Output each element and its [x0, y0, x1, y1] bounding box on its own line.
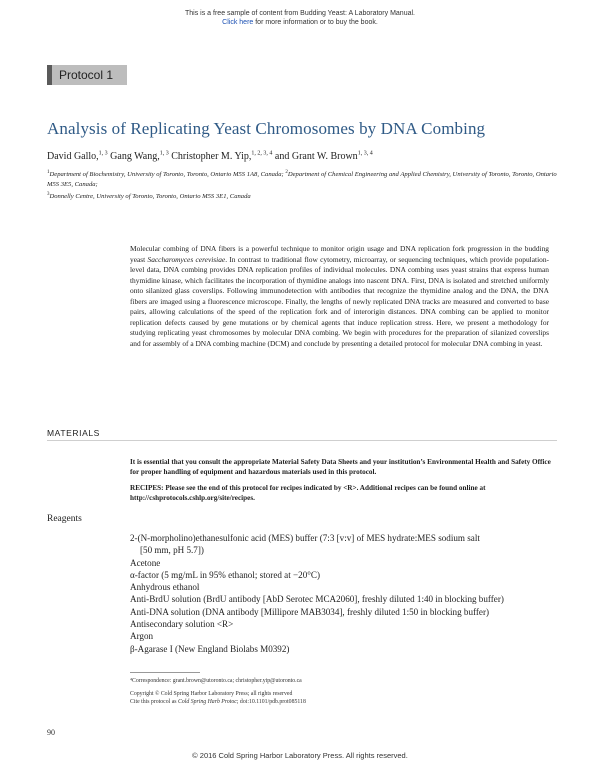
- recipes-notice: RECIPES: Please see the end of this protocol for recipes indicated by <R>. Additional recipes can be found online at http://cshprotocols.cshlp.org/site/recipes.: [130, 484, 486, 503]
- protocol-label-stripe: [47, 65, 52, 85]
- article-title: Analysis of Replicating Yeast Chromosomes by DNA Combing: [47, 119, 486, 138]
- reagent-item: Acetone: [130, 557, 161, 568]
- banner-line-2-rest: for more information or to buy the book.: [253, 19, 378, 26]
- protocol-label: Protocol 1: [59, 68, 114, 82]
- click-here-link[interactable]: Click here: [222, 19, 254, 26]
- reagent-item: α-factor (5 mg/mL in 95% ethanol; stored at −20°C): [130, 569, 320, 580]
- footnote-divider: [130, 672, 200, 673]
- abstract: Molecular combing of DNA fibers is a powerful technique to monitor origin usage and DNA replication fork progression in the budding yeast Saccharomyces cerevisiae. In contrast to traditional flow cytometry, microarray, or sequencing techniques, which provide population-level data, DNA combing provides DNA replication profiles of individual molecules. DNA combing uses yeast strains that express human thymidine kinase, which facilitates the incorporation of thymidine analogs into nascent DNA. First, DNA is isolated and stretched uniformly onto silanized glass coverslips. Following immunodetection with antibodies that recognize the thymidine analog and the DNA, the DNA fibers are imaged using a fluorescence microscope. Finally, the lengths of newly replicated DNA tracks are measured and converted to base pairs, allowing calculations of the speed of the replication fork and of interorigin distances. DNA combing can be applied to monitor replication defects caused by gene mutations or by chemical agents that induce replication stress. Here, we present a methodology for studying replicating yeast chromosomes by molecular DNA combing. We begin with procedures for the preparation of silanized coverslips and for assembly of a DNA combing machine (DCM) and conclude by presenting a detailed protocol for molecular DNA combing in yeast.: [130, 244, 549, 348]
- reagent-item: Anhydrous ethanol: [130, 582, 200, 593]
- footnotes: [130, 677, 550, 707]
- author-1: David Gallo,$^{1, 3}$: [47, 151, 108, 163]
- reagents-heading: Reagents: [47, 514, 82, 524]
- banner-line-1: This is a free sample of content from Budding Yeast: A Laboratory Manual.: [185, 10, 415, 17]
- reagent-item: Anti-DNA solution (DNA antibody [Millipore MAB3034], freshly diluted 1:50 in blocking buffer): [130, 606, 489, 617]
- affiliation-2: $^2$Department of Chemical Engineering and Applied Chemistry, University of Toronto, Toronto, Ontario M5S 3E5, Canada;: [47, 170, 557, 188]
- correspondence-note: ⁴Correspondence: grant.brown@utoronto.ca; christopher.yip@utoronto.ca: [130, 678, 302, 684]
- citation-note: Cite this protocol as Cold Spring Harb Protoc; doi:10.1101/pdb.prot085118: [130, 699, 306, 706]
- protocol-label-bar: [47, 65, 127, 85]
- reagent-item: 2-(N-morpholino)ethanesulfonic acid (MES) buffer (7:3 [v:v] of MES hydrate:MES sodium salt: [130, 533, 480, 543]
- reagent-item: Antisecondary solution <R>: [130, 619, 234, 630]
- sample-banner: [0, 9, 600, 27]
- author-4: and Grant W. Brown$^{1, 3, 4}$: [274, 151, 373, 163]
- copyright-note: Copyright © Cold Spring Harbor Laboratory Press; all rights reserved: [130, 690, 293, 697]
- reagent-item-continuation: [50 mm, pH 5.7]): [140, 545, 204, 556]
- affiliation-1: $^1$Department of Biochemistry, University of Toronto, Toronto, Ontario M5S 1A8, Canada;: [47, 170, 286, 179]
- author-3: Christopher M. Yip,$^{1, 2, 3, 4}$: [171, 151, 273, 163]
- author-list: [47, 151, 373, 162]
- page-number: 90: [47, 728, 55, 737]
- species-name: Saccharomyces cerevisiae: [147, 254, 226, 264]
- bottom-copyright: © 2016 Cold Spring Harbor Laboratory Press. All rights reserved.: [192, 751, 408, 760]
- materials-heading: MATERIALS: [47, 428, 100, 438]
- affiliations: [47, 168, 567, 201]
- safety-notice: It is essential that you consult the appropriate Material Safety Data Sheets and your institution’s Environmental Health and Safety Office for proper handling of equipment and hazardous materials used in this protocol.: [130, 458, 551, 477]
- reagent-item: Argon: [130, 631, 154, 642]
- materials-divider: [47, 440, 557, 441]
- reagent-item: β-Agarase I (New England Biolabs M0392): [130, 643, 290, 654]
- reagent-list: [130, 532, 570, 655]
- banner-line-2: [0, 18, 600, 27]
- author-2: Gang Wang,$^{1, 3}$: [110, 151, 169, 163]
- reagent-item: Anti-BrdU solution (BrdU antibody [AbD Serotec MCA2060], freshly diluted 1:40 in blocking buffer): [130, 594, 504, 605]
- affiliation-3: $^3$Donnelly Centre, University of Toronto, Toronto, Ontario M5S 3E1, Canada: [47, 191, 251, 200]
